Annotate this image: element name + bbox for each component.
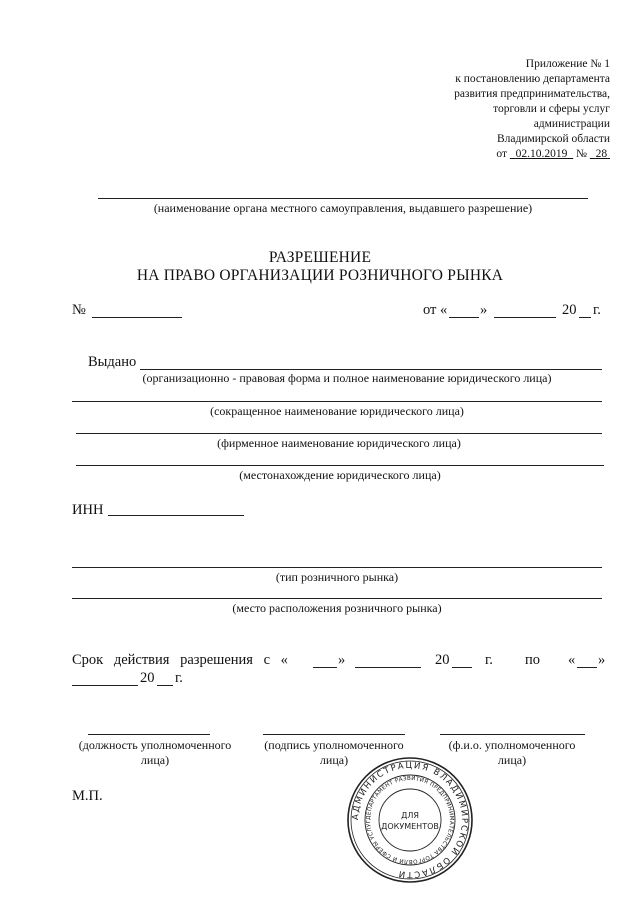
quote-close: »: [598, 652, 606, 668]
validity-to-label: по: [525, 652, 541, 668]
validity-day-to-field[interactable]: [577, 667, 597, 668]
position-field[interactable]: [88, 734, 210, 735]
inn-label: ИНН: [72, 502, 104, 518]
stamp-center-line1: ДЛЯ: [401, 811, 419, 820]
validity-month-to-field[interactable]: [72, 685, 138, 686]
location-field[interactable]: [76, 465, 604, 466]
year-prefix: 20: [562, 302, 577, 318]
appendix-date: 02.10.2019: [515, 148, 568, 160]
position-caption: (должность уполномоченного лица): [78, 738, 232, 767]
appendix-block: [432, 57, 610, 162]
short-name-field[interactable]: [72, 401, 602, 402]
number-prefix: №: [576, 148, 587, 160]
stamp-inner-text: ДЕПАРТАМЕНТ РАЗВИТИЯ ПРЕДПРИНИМАТЕЛЬСТВА ТОРГОВЛИ И СФЕРЫ УСЛУГ: [365, 775, 455, 865]
signature-field[interactable]: [263, 734, 405, 735]
official-stamp: [345, 755, 475, 885]
quote-close: »: [338, 652, 346, 668]
authority-caption: (наименование органа местного самоуправления, выдавшего разрешение): [153, 201, 533, 215]
inn-field[interactable]: [108, 515, 244, 516]
validity-month-from-field[interactable]: [355, 667, 421, 668]
validity-year2-suffix: г.: [175, 670, 183, 686]
stamp-outer-text: АДМИНИСТРАЦИЯ ВЛАДИМИРСКОЙ ОБЛАСТИ: [350, 760, 470, 880]
permit-day-field[interactable]: [449, 317, 479, 318]
validity-year-suffix: г.: [485, 652, 493, 668]
market-type-caption: (тип розничного рынка): [275, 570, 399, 584]
validity-year-prefix: 20: [435, 652, 450, 668]
appendix-date-line: [432, 147, 610, 162]
market-type-field[interactable]: [72, 567, 602, 568]
brand-name-caption: (фирменное наименование юридического лица): [217, 436, 461, 450]
permit-date-label: от «: [423, 302, 448, 318]
appendix-line: Приложение № 1: [525, 58, 610, 70]
seal-place-label: М.П.: [72, 788, 103, 804]
issued-label: Выдано: [88, 354, 137, 370]
full-name-field[interactable]: [140, 369, 602, 370]
location-caption: (местонахождение юридического лица): [239, 468, 441, 482]
signature-caption: (подпись уполномоченного лица): [264, 738, 404, 767]
validity-day-from-field[interactable]: [313, 667, 337, 668]
appendix-line: Владимирской области: [496, 133, 610, 145]
market-place-field[interactable]: [72, 598, 602, 599]
permit-number-field[interactable]: [92, 317, 182, 318]
name-field[interactable]: [440, 734, 585, 735]
permit-year-field[interactable]: [579, 317, 591, 318]
quote-open: «: [568, 652, 576, 668]
appendix-number: 28: [595, 148, 608, 160]
short-name-caption: (сокращенное наименование юридического лица): [210, 404, 464, 418]
market-place-caption: (место расположения розничного рынка): [232, 601, 442, 615]
quote-close: »: [480, 302, 488, 318]
appendix-line: к постановлению департамента: [455, 73, 610, 85]
year-suffix: г.: [593, 302, 601, 318]
date-prefix: от: [496, 148, 508, 160]
appendix-line: торговли и сферы услуг: [493, 103, 610, 115]
validity-year2-prefix: 20: [140, 670, 155, 686]
stamp-center-line2: ДОКУМЕНТОВ: [381, 822, 439, 831]
full-name-caption: (организационно - правовая форма и полное наименование юридического лица): [142, 371, 552, 385]
validity-label: Срок действия разрешения с «: [72, 652, 288, 668]
authority-line: [98, 198, 588, 199]
appendix-line: развития предпринимательства,: [454, 88, 610, 100]
permit-number-label: №: [72, 302, 86, 318]
validity-year-from-field[interactable]: [452, 667, 472, 668]
permit-month-field[interactable]: [494, 317, 556, 318]
document-subtitle: НА ПРАВО ОРГАНИЗАЦИИ РОЗНИЧНОГО РЫНКА: [136, 267, 504, 284]
brand-name-field[interactable]: [76, 433, 602, 434]
validity-year-to-field[interactable]: [157, 685, 173, 686]
name-caption: (ф.и.о. уполномоченного лица): [448, 738, 576, 767]
document-title: РАЗРЕШЕНИЕ: [268, 249, 372, 266]
appendix-line: администрации: [533, 118, 610, 130]
stamp-icon: [345, 755, 475, 885]
